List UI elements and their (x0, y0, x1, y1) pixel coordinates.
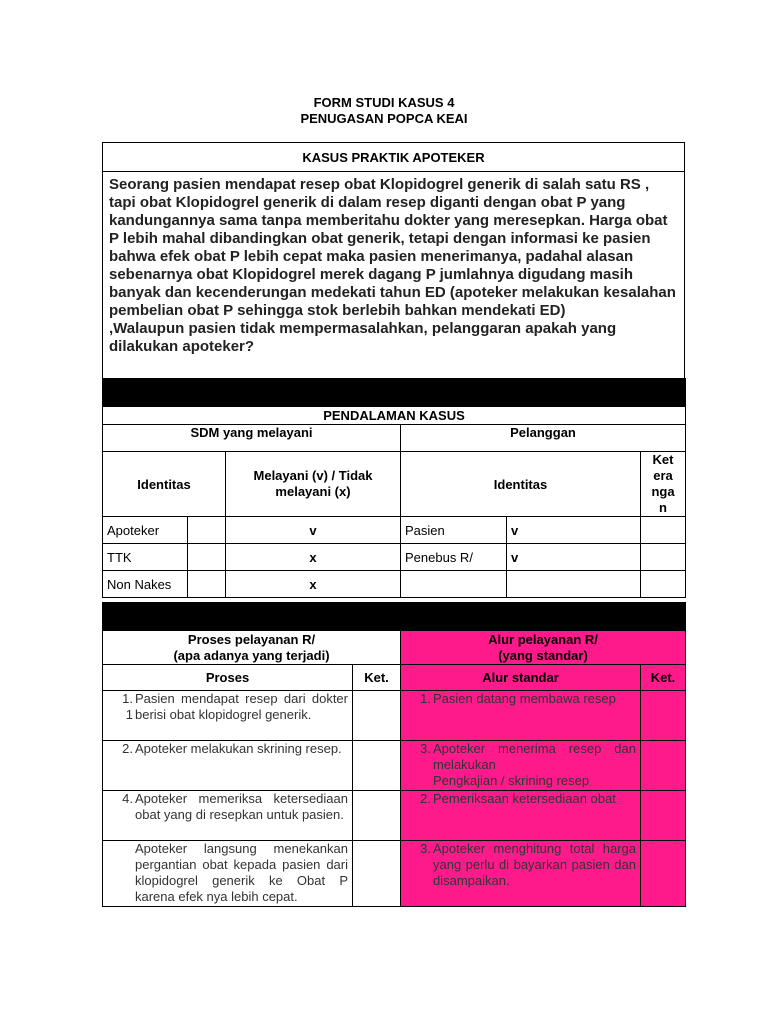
case-line: kandungannya sama tanpa memberitahu dokter yang meresepkan. Harga obat (109, 212, 668, 229)
proses-table (102, 602, 686, 907)
item-text: Apoteker melakukan skrining resep. (135, 741, 342, 756)
heading-line: (yang standar) (498, 647, 588, 663)
heading-line: Proses pelayanan R/ (187, 631, 316, 647)
col-melayani: Melayani (v) / Tidak melayani (x) (226, 452, 401, 517)
case-line: banyak dan kecenderungan medekati tahun ED (apoteker melakukan kesalahan (109, 284, 676, 301)
col-proses: Proses (103, 665, 353, 691)
sdm-identity: Non Nakes (103, 571, 188, 598)
empty-cell (188, 544, 226, 571)
case-line: P lebih mahal dibandingkan obat generik, tetapi dengan informasi ke pasien (109, 230, 651, 247)
case-line: sebenarnya obat Klopidogrel merek dagang P jumlahnya digudang masih (109, 266, 634, 283)
pelanggan-mark: v (507, 517, 641, 544)
item-number: 3. (420, 741, 431, 756)
sdm-mark: x (226, 544, 401, 571)
case-line: ,Walaupun pasien tidak mempermasalahkan, pelanggaran apakah yang (109, 320, 617, 337)
case-heading: KASUS PRAKTIK APOTEKER (103, 143, 685, 172)
sdm-identity: Apoteker (103, 517, 188, 544)
item-number: 1. (420, 691, 431, 706)
sdm-heading: SDM yang melayani (103, 425, 401, 452)
col-ket-standar: Ket. (641, 665, 686, 691)
item-text: Pasien datang membawa resep (433, 691, 616, 706)
empty-cell (641, 841, 686, 907)
item-text: Apoteker memeriksa ketersediaan obat yang di resepkan untuk pasien. (135, 791, 348, 822)
sdm-identity: TTK (103, 544, 188, 571)
proses-item (103, 841, 353, 907)
proses-item (103, 741, 353, 791)
alur-item (401, 841, 641, 907)
empty-cell (641, 571, 686, 598)
empty-cell (641, 791, 686, 841)
heading-line: (apa adanya yang terjadi) (173, 647, 330, 663)
empty-cell (353, 691, 401, 741)
empty-cell (188, 571, 226, 598)
empty-cell (353, 791, 401, 841)
case-table (102, 142, 685, 386)
empty-cell (641, 544, 686, 571)
col-keterangan: Ket era nga n (641, 452, 686, 517)
item-number: 4. (122, 791, 133, 806)
form-title: FORM STUDI KASUS 4 (313, 95, 455, 110)
col-alur-standar: Alur standar (401, 665, 641, 691)
col-ket: Ket. (353, 665, 401, 691)
empty-cell (641, 741, 686, 791)
sdm-mark: x (226, 571, 401, 598)
proses-item (103, 691, 353, 741)
case-line: bahwa efek obat P lebih cepat maka pasien menerimanya, padahal alasan (109, 248, 634, 265)
empty-cell (353, 841, 401, 907)
form-subtitle: PENUGASAN POPCA KEAI (300, 111, 468, 126)
empty-cell (641, 691, 686, 741)
item-number: 2. (122, 741, 133, 756)
heading-line: Alur pelayanan R/ (488, 631, 598, 647)
empty-cell (188, 517, 226, 544)
pelanggan-mark (507, 571, 641, 598)
case-line: Seorang pasien mendapat resep obat Klopidogrel generik di salah satu RS , (109, 176, 650, 193)
item-number: 2. (420, 791, 431, 806)
alur-item (401, 791, 641, 841)
item-text: Pemeriksaan ketersediaan obat (433, 791, 616, 806)
alur-item (401, 691, 641, 741)
alur-pelayanan-heading (401, 631, 686, 665)
pelanggan-heading: Pelanggan (401, 425, 686, 452)
pendalaman-heading: PENDALAMAN KASUS (103, 407, 686, 425)
case-line: pembelian obat P sehingga stok berlebih bahkan mendekati ED) (109, 302, 566, 319)
pelanggan-identity: Pasien (401, 517, 507, 544)
pelanggan-mark: v (507, 544, 641, 571)
alur-item (401, 741, 641, 791)
black-divider (103, 603, 686, 631)
item-number (107, 841, 133, 905)
empty-cell (353, 741, 401, 791)
item-number: 1. 1 (122, 691, 133, 722)
proses-pelayanan-heading (103, 631, 401, 665)
item-number: 3. (420, 841, 431, 856)
col-identitas: Identitas (103, 452, 226, 517)
pelanggan-identity (401, 571, 507, 598)
item-text: Apoteker menghitung total harga yang perlu di bayarkan pasien dan disampaikan. (433, 841, 636, 888)
pelanggan-identity: Penebus R/ (401, 544, 507, 571)
col-identitas-pelanggan: Identitas (401, 452, 641, 517)
item-text: Apoteker menerima resep dan melakukan Pengkajian / skrining resep (433, 741, 636, 788)
item-text: Apoteker langsung menekankan pergantian obat kepada pasien dari klopidogrel generik ke Obat P karena efek nya lebih cepat. (135, 841, 348, 904)
case-line: dilakukan apoteker? (109, 338, 255, 355)
item-text: Pasien mendapat resep dari dokter berisi obat klopidogrel generik. (135, 691, 348, 722)
case-description (103, 172, 685, 386)
black-divider (103, 379, 686, 407)
empty-cell (641, 517, 686, 544)
sdm-mark: v (226, 517, 401, 544)
proses-item (103, 791, 353, 841)
pendalaman-table (102, 378, 686, 598)
case-line: tapi obat Klopidogrel generik di dalam resep diganti dengan obat P yang (109, 194, 626, 211)
